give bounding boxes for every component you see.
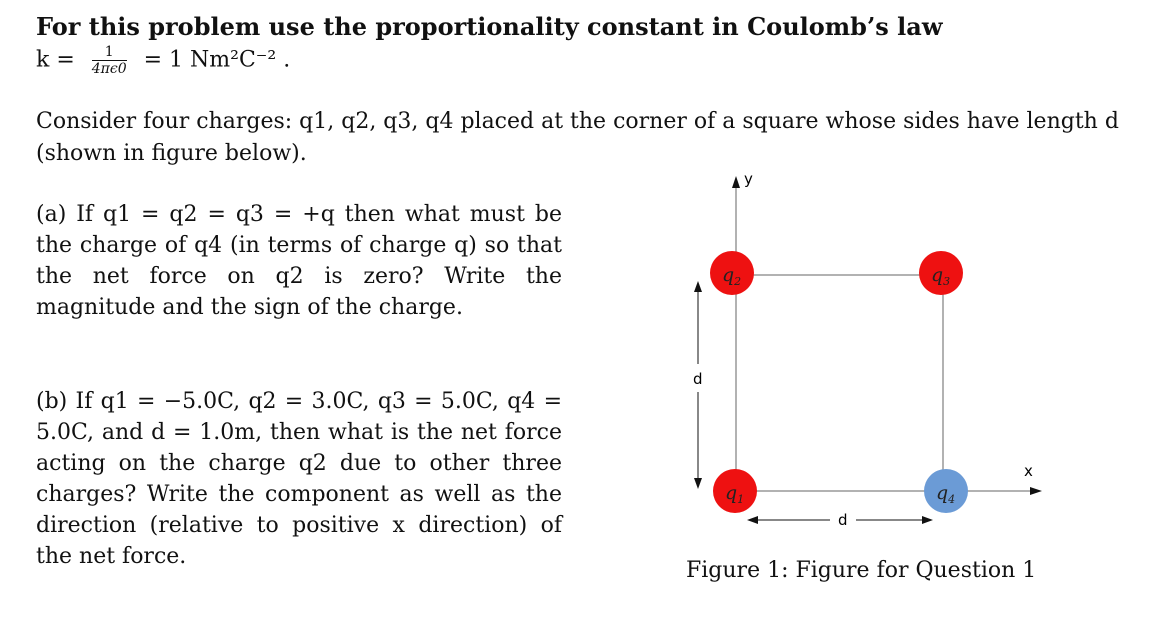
problem-title: For this problem use the proportionality constant in Coulomb’s law [36,12,943,41]
charge-q3-label: $q_3$ [931,264,951,288]
x-axis-label: x [1024,462,1033,480]
charge-q1 [713,469,757,513]
vertical-dim-arrow-down [694,478,702,489]
y-axis-arrowhead [732,176,740,188]
charge-q4 [924,469,968,513]
vertical-dim-label: d [693,370,703,388]
vertical-dim-arrow-up [694,281,702,292]
charge-q2-label: $q_2$ [722,264,742,288]
x-axis-arrowhead [1030,487,1042,495]
charge-q2 [710,251,754,295]
horizontal-dim-arrow-right [922,516,933,524]
figure-caption: Figure 1: Figure for Question 1 [686,558,1037,583]
part-b-paragraph: (b) If q1 = −5.0C, q2 = 3.0C, q3 = 5.0C, q4 = 5.0C, and d = 1.0m, then what is the net force acting on the charge q2 due to other three charges? Write the component as well as the direction (relative to positive x direction) of the net force. [36,389,562,569]
charge-q1-label: $q_1$ [725,482,745,506]
y-axis-label: y [744,170,753,188]
horizontal-dim-label: d [838,511,848,529]
horizontal-dim-arrow-left [747,516,758,524]
charge-q4-label: $q_4$ [936,482,956,506]
intro-paragraph: Consider four charges: q1, q2, q3, q4 placed at the corner of a square whose sides have length d (shown in figure below). [36,109,1119,166]
charge-q3 [919,251,963,295]
part-a-paragraph: (a) If q1 = q2 = q3 = +q then what must be the charge of q4 (in terms of charge q) so that the net force on q2 is zero? Write the magnitude and the sign of the charge. [36,202,562,320]
k-rhs: = 1 Nm²C⁻² . [143,47,291,73]
k-numerator: 1 [92,44,127,61]
k-lhs: k = [36,47,75,73]
k-denominator: 4πϵ0 [91,61,127,77]
